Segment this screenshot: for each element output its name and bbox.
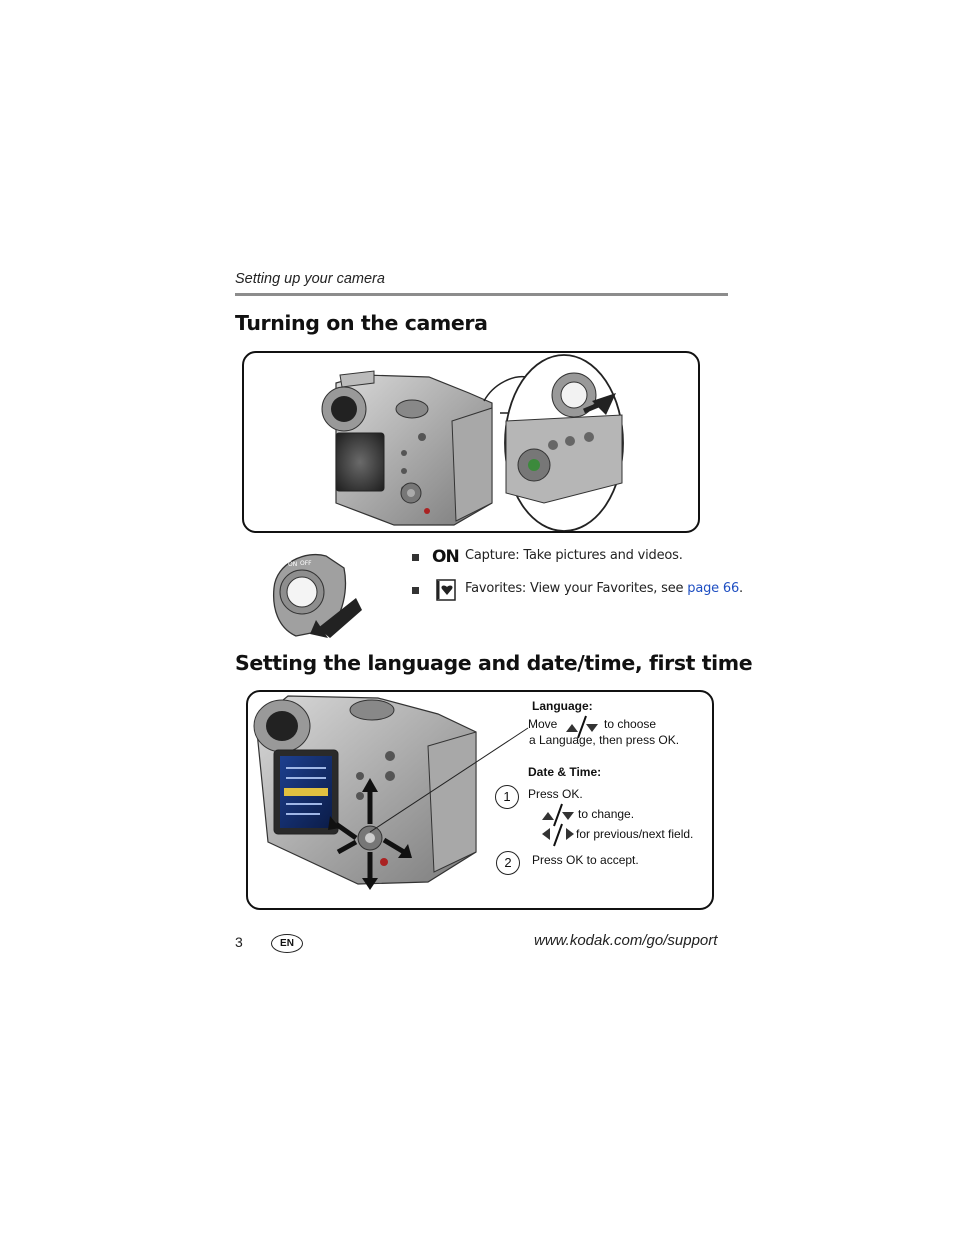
language-heading: Language:	[532, 699, 593, 713]
page-66-link[interactable]: page 66	[687, 581, 740, 596]
page-number: 3	[235, 934, 243, 950]
step-1-badge: 1	[495, 785, 519, 809]
step-2-badge: 2	[496, 851, 520, 875]
step-2-text: Press OK to accept.	[532, 853, 639, 867]
section-title-turning-on: Turning on the camera	[235, 311, 488, 335]
field-nav-text: for previous/next field.	[576, 827, 694, 841]
power-dial-illustration	[266, 548, 366, 643]
capture-item-text: Capture: Take pictures and videos.	[465, 548, 683, 563]
dial-on-label: ON	[288, 561, 298, 568]
bullet	[412, 587, 419, 594]
favorites-item-text	[465, 581, 743, 596]
language-choose-text: to choose	[604, 717, 657, 731]
favorites-text: Favorites: View your Favorites, see	[465, 581, 688, 596]
header-rule	[235, 293, 728, 296]
language-badge: EN	[271, 934, 303, 953]
datetime-heading: Date & Time:	[528, 765, 602, 779]
change-text: to change.	[578, 807, 635, 821]
bullet	[412, 554, 419, 561]
section-header: Setting up your camera	[235, 271, 385, 287]
favorites-suffix: .	[739, 581, 743, 596]
footer-url[interactable]: www.kodak.com/go/support	[534, 932, 718, 949]
language-press-ok-text: a Language, then press OK.	[529, 733, 680, 747]
step-1-text: Press OK.	[528, 787, 583, 801]
camera-on-illustration-frame	[242, 351, 700, 533]
dial-off-label: OFF	[300, 560, 312, 567]
favorites-heart-icon	[436, 579, 456, 601]
camera-back-illustration	[244, 353, 698, 531]
language-move-text: Move	[528, 717, 558, 731]
on-mode-icon: ON	[432, 547, 459, 567]
section-title-language-datetime: Setting the language and date/time, first time	[235, 651, 753, 675]
